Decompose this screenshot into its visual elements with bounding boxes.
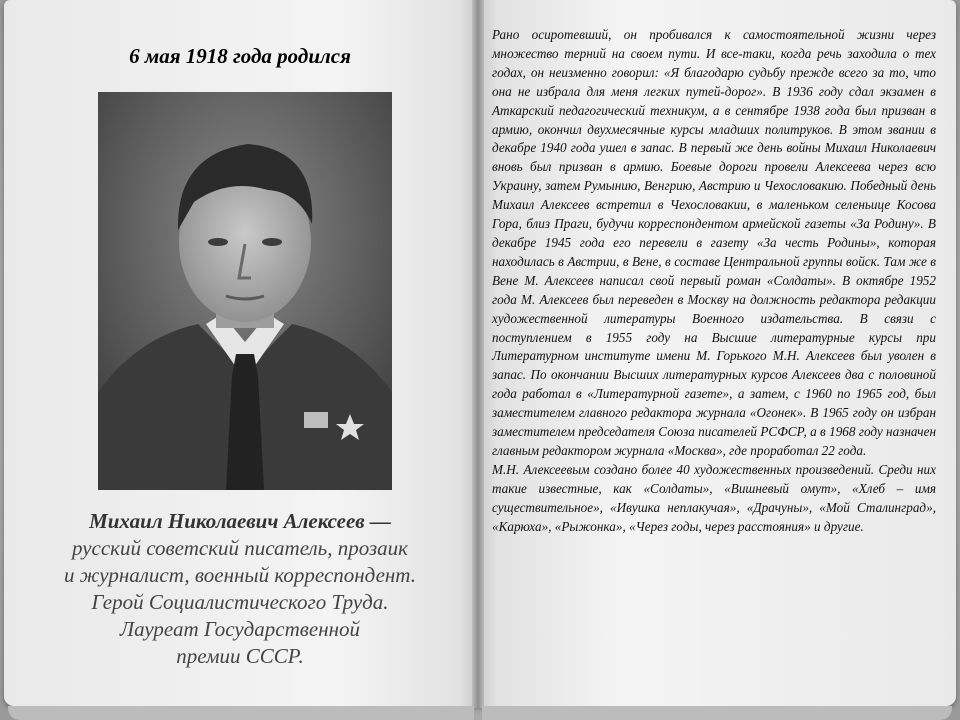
works-paragraph: М.Н. Алексеевым создано более 40 художественных произведений. Среди них такие известные, как «Солдаты», «Вишневый омут», «Хлеб – имя существительное», «Ивушка неплакучая», «Драчуны», «Мой Сталинград», «Карюха», «Рыжонка», «Через годы, через расстояния» и другие. — [492, 461, 936, 534]
left-page-edge — [8, 706, 474, 720]
caption-line: Герой Социалистического Труда. — [91, 590, 389, 614]
book-spine — [472, 0, 484, 708]
caption-line: премии СССР. — [176, 644, 304, 668]
author-name: Михаил Николаевич Алексеев — — [89, 509, 391, 533]
biography-paragraph: Рано осиротевший, он пробивался к самостоятельной жизни через множество терний на своем пути. И все-таки, когда речь заходила о тех годах, он неизменно говорил: «Я благодарю судьбу прежде всего за то, что она не избрала для меня легких путей-дорог». В 1936 году сдал экзамен в Аткарский педагогический техникум, а в сентябре 1938 года был призван в армию, окончил двухмесячные курсы младших политруков. В этом звании в декабре 1940 года ушел в запас. В первый же день войны Михаил Николаевич вновь был призван в армию. Боевые дороги провели Алексеева через всю Украину, затем Румынию, Венгрию, Австрию и Чехословакию. Победный день Михаил Алексеев встретил в Чехословакии, в маленьком селеньице Косова Гора, близ Праги, будучи корреспондентом армейской газеты «За Родину». В декабре 1945 года его перевели в газету «За честь Родины», которая находилась в Австрии, в Вене, в составе Центральной группы войск. Там же в Вене М. Алексеев написал свой первый роман «Солдаты». В октябре 1952 года М. Алексеев был переведен в Москву на должность редактора редакции художественной литературы Военного издательства. В связи с поступлением в 1955 году на Высшие литературные курсы при Литературном институте имени М. Горького М.Н. Алексеев был уволен в запас. По окончании Высших литературных курсов Алексеев два с половиной года работал в «Литературной газете», а затем, с 1960 по 1965 год, был заместителем главного редактора журнала «Огонек». В 1965 году он избран заместителем председателя Союза писателей РСФСР, а в 1968 году назначен главным редактором журнала «Москва», где проработал 22 года. — [492, 27, 936, 458]
biography-text — [492, 26, 936, 536]
caption-line: Лауреат Государственной — [119, 617, 361, 641]
caption-line: русский советский писатель, прозаик — [72, 536, 408, 560]
author-caption — [20, 508, 460, 670]
date-heading: 6 мая 1918 года родился — [129, 44, 351, 68]
author-portrait — [98, 92, 392, 490]
caption-line: и журналист, военный корреспондент. — [64, 563, 416, 587]
right-page-edge — [482, 706, 952, 720]
